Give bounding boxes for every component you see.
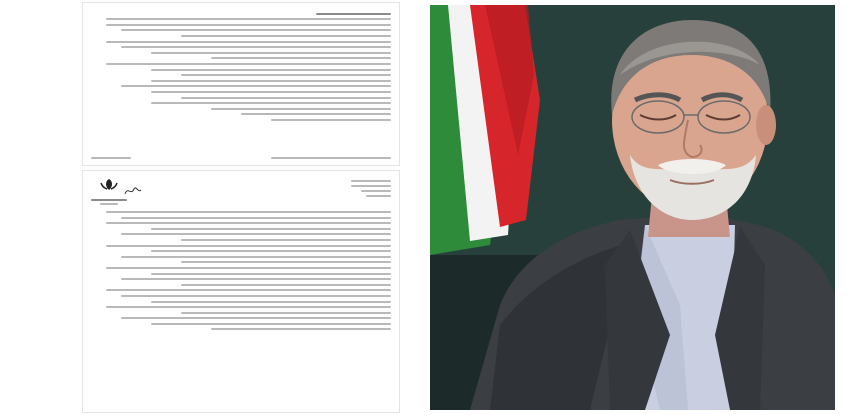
portrait-photo	[430, 5, 835, 410]
footer-address	[271, 157, 391, 159]
letter-footer	[91, 157, 391, 159]
text-line	[181, 74, 391, 76]
letter-page-bottom	[82, 170, 400, 413]
text-line	[121, 278, 391, 280]
text-line	[106, 267, 391, 269]
text-line	[211, 57, 391, 59]
text-line	[121, 295, 391, 297]
text-line	[121, 46, 391, 48]
text-line	[121, 317, 391, 319]
text-line	[106, 211, 391, 213]
text-line	[211, 328, 391, 330]
text-line	[151, 250, 391, 252]
text-line	[106, 18, 391, 20]
text-line	[181, 97, 391, 99]
text-line	[151, 69, 391, 71]
text-line	[181, 261, 391, 263]
text-line	[106, 289, 391, 291]
portrait-illustration	[430, 5, 835, 410]
salutation-line	[316, 13, 391, 15]
text-line	[106, 24, 391, 26]
text-line	[151, 301, 391, 303]
text-line	[151, 52, 391, 54]
text-line	[106, 306, 391, 308]
ministry-name	[91, 199, 127, 201]
text-line	[271, 119, 391, 121]
text-line	[151, 323, 391, 325]
meta-attachment	[361, 190, 391, 192]
text-line	[151, 273, 391, 275]
footer-phone	[91, 157, 131, 159]
text-line	[151, 80, 391, 82]
text-line	[121, 29, 391, 31]
meta-date	[351, 185, 391, 187]
text-line	[121, 256, 391, 258]
text-line	[241, 113, 391, 115]
letter-meta	[351, 177, 391, 200]
text-line	[121, 85, 391, 87]
meta-number	[351, 180, 391, 182]
text-line	[121, 233, 391, 235]
ministry-logo	[91, 177, 127, 207]
text-line	[211, 108, 391, 110]
text-line	[181, 312, 391, 314]
text-line	[181, 239, 391, 241]
text-line	[151, 228, 391, 230]
text-line	[181, 35, 391, 37]
emblem-icon	[96, 177, 122, 193]
signature-mark	[123, 183, 143, 202]
text-line	[151, 91, 391, 93]
text-line	[106, 222, 391, 224]
text-line	[121, 217, 391, 219]
text-line	[106, 245, 391, 247]
signature-icon	[123, 184, 143, 198]
text-line	[151, 102, 391, 104]
text-line	[181, 284, 391, 286]
letter-page-top	[82, 2, 400, 166]
ministry-subtitle	[100, 203, 118, 205]
text-line	[106, 41, 391, 43]
text-line	[106, 63, 391, 65]
meta-classification	[366, 195, 391, 197]
